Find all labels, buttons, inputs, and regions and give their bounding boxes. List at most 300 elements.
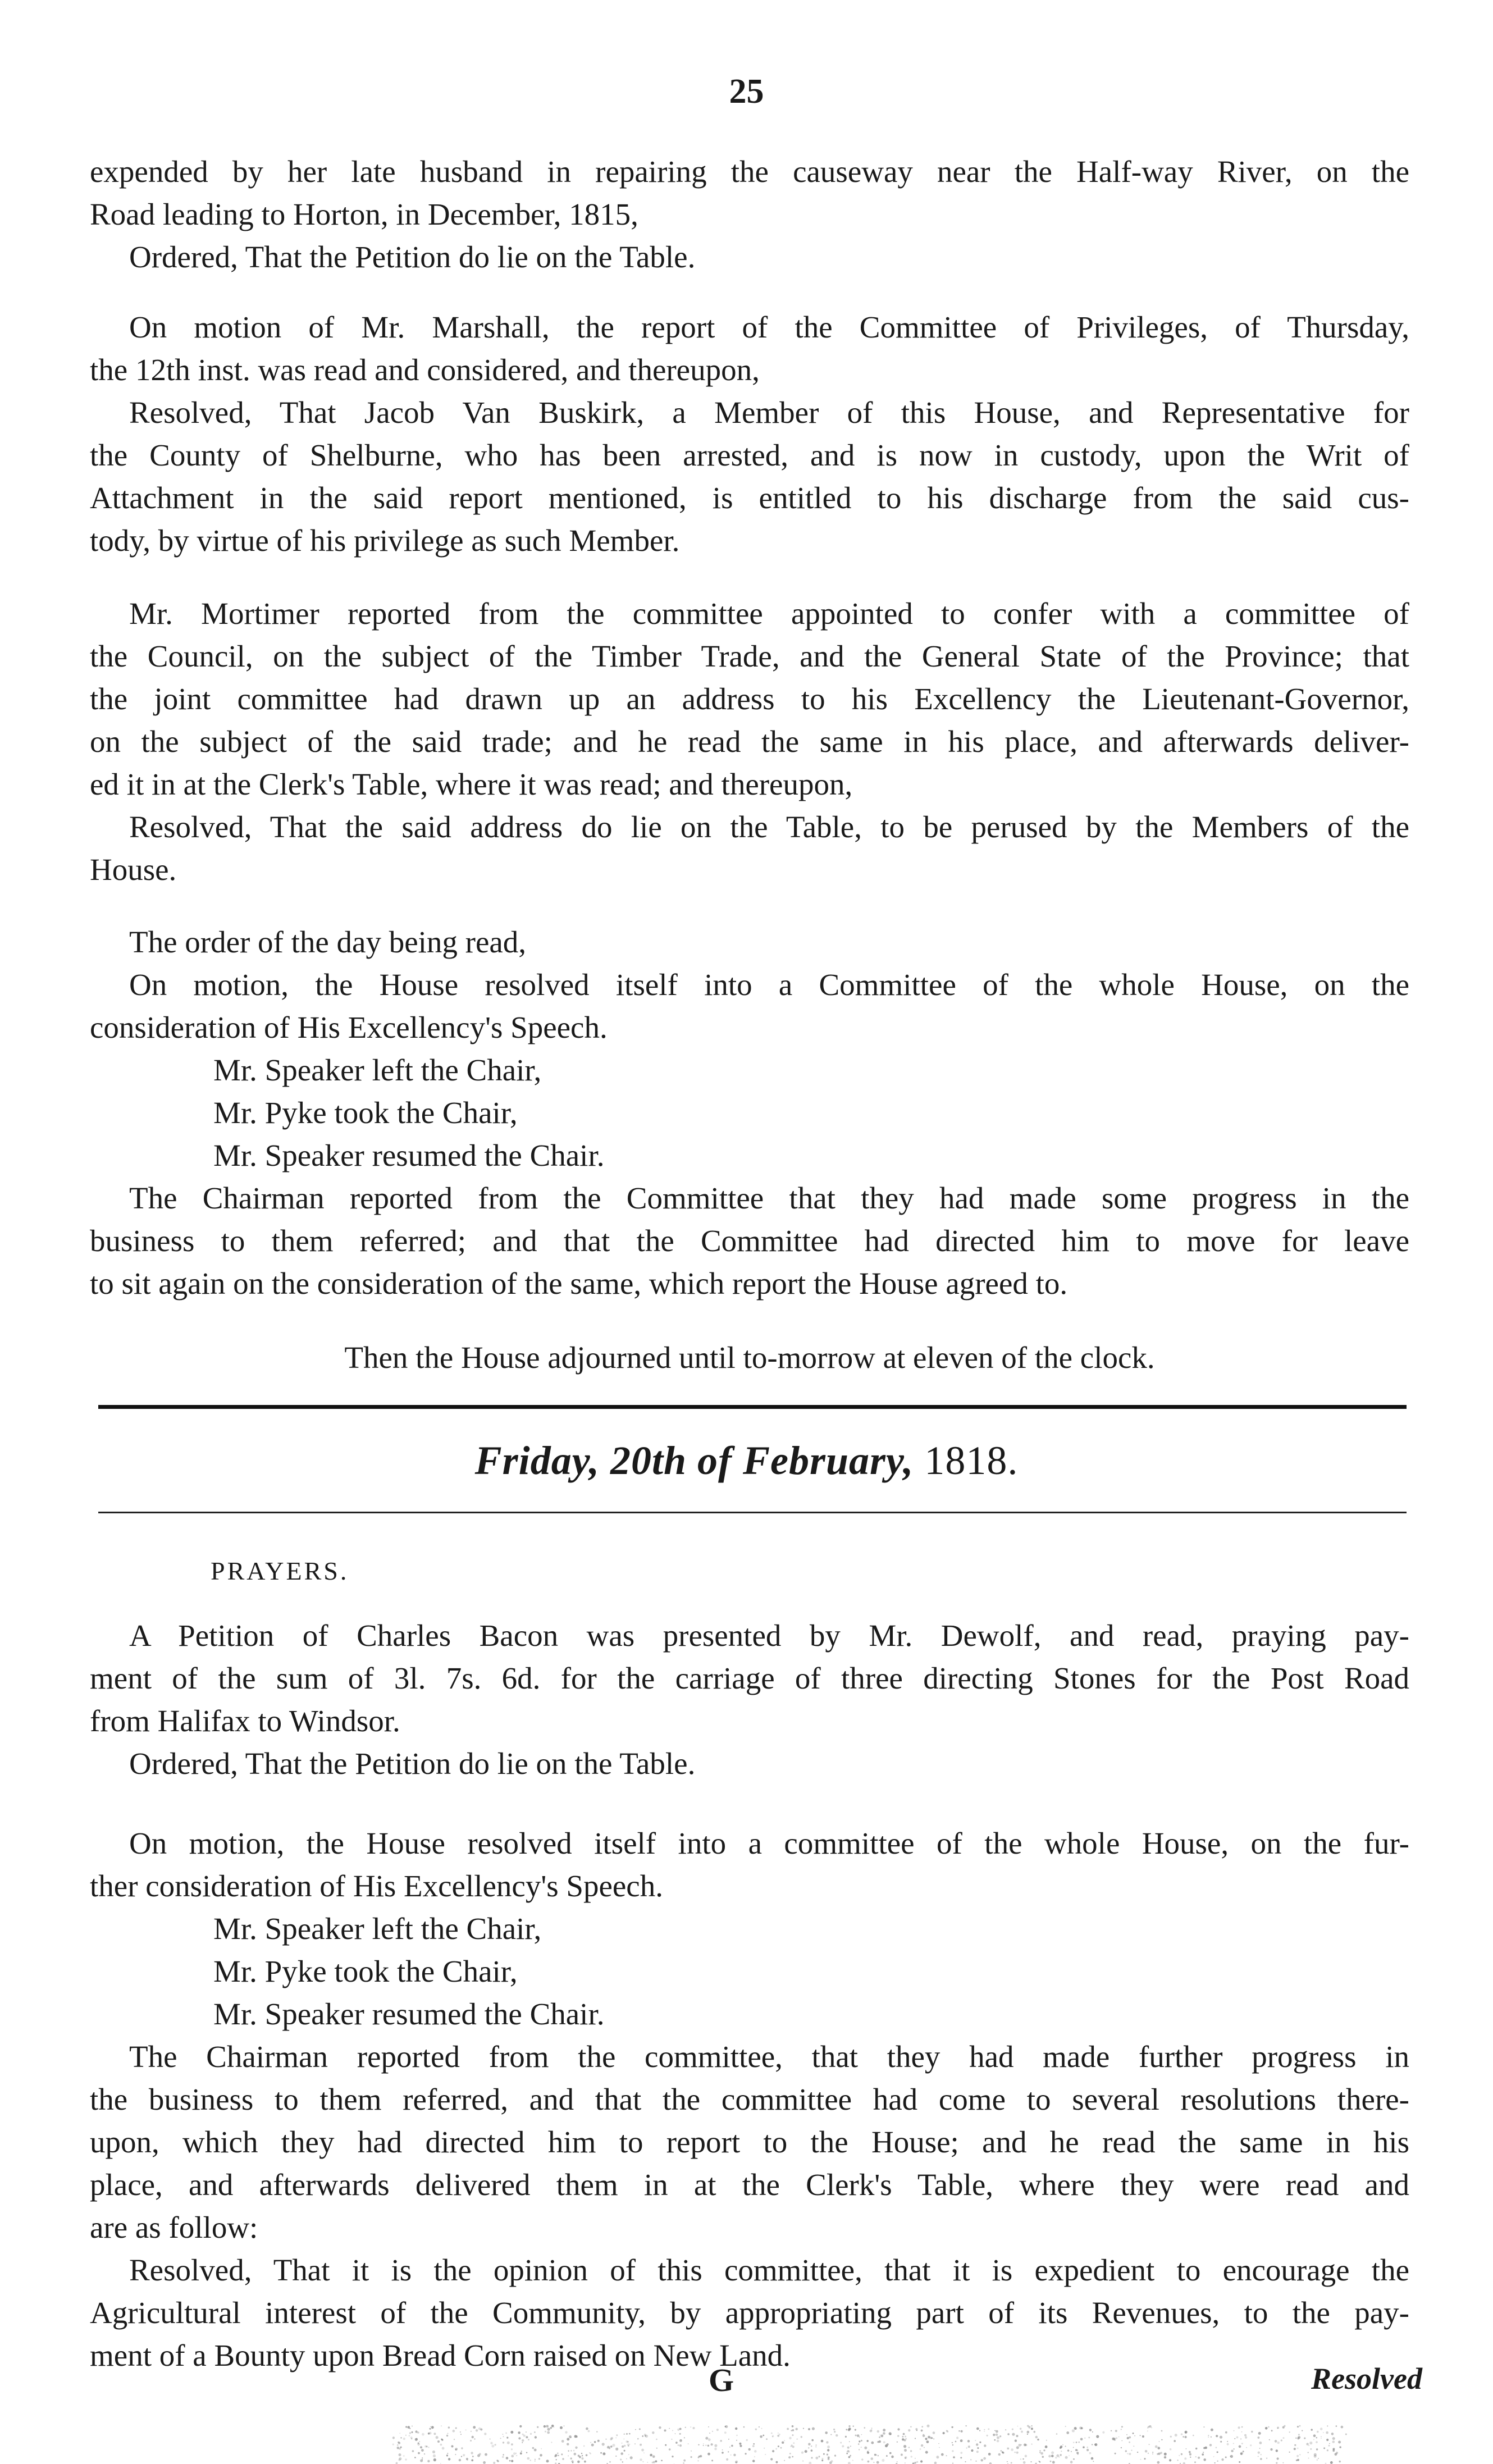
noise-speck [703,2445,704,2446]
text-line: Road leading to Horton, in December, 1815, [90,197,638,231]
noise-speck [815,2457,818,2460]
noise-speck [897,2435,899,2436]
noise-speck [1001,2450,1002,2451]
noise-speck [397,2444,399,2446]
noise-speck [1270,2448,1272,2451]
noise-speck [908,2429,910,2431]
noise-speck [1323,2447,1325,2449]
noise-speck [526,2431,527,2433]
noise-speck [771,2433,773,2434]
noise-speck [707,2445,709,2447]
noise-speck [946,2430,948,2431]
noise-speck [875,2454,877,2456]
noise-speck [850,2455,851,2457]
noise-speck [1289,2452,1290,2453]
noise-speck [996,2430,998,2433]
noise-speck [1336,2425,1337,2427]
noise-speck [908,2447,910,2448]
noise-speck [1083,2446,1085,2448]
noise-speck [1007,2433,1010,2435]
noise-speck [760,2435,763,2438]
noise-speck [1058,2457,1060,2458]
text-line-resolved: Resolved, That the said address do lie on the Table, to be perused by the Members of the [129,810,1409,844]
noise-speck [921,2444,923,2447]
noise-speck [471,2431,472,2432]
noise-speck [739,2445,742,2447]
noise-speck [792,2434,793,2436]
noise-speck [541,2448,542,2449]
noise-speck [1011,2448,1013,2451]
noise-speck [711,2443,713,2445]
noise-speck [993,2434,995,2436]
noise-speck [1268,2426,1270,2428]
noise-speck [809,2462,811,2464]
noise-speck [1308,2445,1309,2446]
noise-speck [889,2432,892,2435]
noise-speck [626,2458,627,2460]
noise-speck [684,2437,685,2438]
noise-speck [1147,2430,1148,2431]
noise-speck [554,2427,555,2428]
noise-speck [1011,2462,1012,2464]
noise-speck [791,2445,793,2447]
noise-speck [526,2452,527,2453]
noise-speck [1073,2447,1074,2448]
noise-speck [1259,2448,1261,2449]
noise-speck [1276,2449,1278,2452]
noise-speck [1317,2431,1319,2433]
noise-speck [848,2456,851,2458]
noise-speck [672,2456,673,2457]
noise-speck [933,2431,935,2434]
text-line: A Petition of Charles Bacon was presented by Mr. Dewolf, and read, praying pay- [129,1618,1409,1653]
noise-speck [923,2434,924,2435]
noise-speck [522,2439,524,2442]
noise-speck [433,2458,436,2461]
noise-speck [1092,2431,1093,2433]
noise-speck [624,2450,625,2452]
noise-speck [1129,2453,1131,2455]
text-line: Attachment in the said report mentioned, is entitled to his discharge from the said cus- [90,481,1409,515]
noise-speck [1152,2452,1153,2453]
noise-speck [739,2443,741,2445]
noise-speck [535,2461,536,2462]
noise-speck [952,2450,953,2452]
noise-speck [1125,2450,1127,2452]
noise-speck [1302,2430,1303,2431]
noise-speck [454,2439,455,2440]
noise-speck [861,2434,862,2435]
noise-speck [577,2461,580,2463]
noise-speck [1030,2461,1031,2462]
noise-speck [1326,2439,1328,2441]
noise-speck [984,2429,985,2430]
noise-speck [1327,2425,1328,2426]
noise-speck [442,2447,445,2450]
noise-speck [1193,2435,1194,2436]
noise-speck [615,2437,617,2438]
noise-speck [1329,2443,1330,2444]
noise-speck [1236,2436,1239,2439]
noise-speck [1296,2460,1298,2461]
noise-speck [1091,2457,1094,2460]
noise-speck [511,2460,513,2462]
noise-speck [1240,2438,1241,2439]
noise-speck [1016,2446,1019,2449]
noise-speck [728,2439,729,2440]
noise-speck [521,2451,522,2452]
text-line-resolved: Resolved, That Jacob Van Buskirk, a Member of this House, and Representative for [129,395,1409,430]
noise-speck [1021,2444,1022,2445]
noise-speck [530,2460,531,2461]
noise-speck [1152,2453,1153,2454]
noise-speck [855,2429,856,2431]
noise-speck [703,2443,704,2444]
noise-speck [847,2451,848,2453]
noise-speck [987,2435,988,2436]
noise-speck [588,2430,590,2433]
noise-speck [403,2438,405,2440]
noise-speck [736,2435,737,2436]
noise-speck [1170,2448,1172,2451]
noise-speck [396,2462,398,2464]
noise-speck [652,2431,655,2434]
noise-speck [1060,2445,1062,2448]
noise-speck [1177,2460,1179,2461]
noise-speck [1093,2461,1094,2462]
noise-speck [556,2459,557,2460]
text-line: the Council, on the subject of the Timber Trade, and the General State of the Province; that [90,639,1409,673]
noise-speck [792,2425,794,2428]
noise-speck [1220,2436,1222,2439]
noise-speck [392,2444,394,2445]
noise-speck [441,2425,442,2426]
noise-speck [915,2438,916,2439]
noise-speck [1056,2454,1059,2457]
noise-speck [485,2453,487,2456]
noise-speck [672,2430,673,2431]
noise-speck [869,2449,870,2451]
noise-speck [708,2438,711,2441]
noise-speck [891,2456,894,2458]
noise-speck [622,2445,624,2448]
noise-speck [550,2427,552,2429]
noise-speck [775,2448,777,2450]
noise-speck [677,2429,679,2431]
noise-speck [1121,2429,1122,2430]
noise-speck [1034,2431,1036,2433]
noise-speck [953,2456,955,2458]
noise-speck [796,2428,798,2430]
noise-speck [905,2438,907,2440]
noise-speck [910,2450,912,2452]
noise-speck [916,2430,917,2431]
noise-speck [579,2456,581,2458]
noise-speck [871,2457,874,2460]
noise-speck [789,2437,792,2440]
noise-speck [714,2448,717,2451]
noise-speck [1269,2439,1270,2440]
noise-speck [999,2435,1001,2437]
noise-speck [1194,2461,1196,2463]
noise-speck [1282,2462,1284,2463]
noise-speck [736,2440,737,2441]
noise-speck [764,2448,765,2449]
noise-speck [659,2426,661,2429]
noise-speck [1251,2431,1253,2433]
noise-speck [1316,2441,1318,2443]
noise-speck [693,2427,695,2429]
noise-speck [1042,2456,1044,2458]
noise-speck [1332,2440,1335,2443]
noise-speck [412,2450,414,2452]
noise-speck [1140,2435,1141,2436]
noise-speck [582,2455,583,2456]
noise-speck [777,2435,779,2437]
noise-speck [1051,2455,1054,2458]
noise-speck [921,2431,922,2432]
noise-speck [473,2426,476,2429]
noise-speck [1134,2435,1135,2436]
noise-speck [724,2431,727,2434]
noise-speck [1240,2452,1243,2455]
noise-speck [417,2431,419,2434]
noise-speck [1086,2447,1088,2448]
noise-speck [490,2442,492,2444]
noise-speck [921,2426,923,2428]
noise-speck [428,2433,430,2435]
noise-speck [1092,2444,1093,2445]
noise-speck [409,2428,410,2429]
noise-speck [1040,2452,1043,2455]
noise-speck [1338,2441,1341,2444]
noise-speck [840,2442,842,2444]
noise-speck [1051,2451,1054,2454]
text-line: ther consideration of His Excellency's Speech. [90,1869,663,1903]
noise-speck [753,2443,755,2445]
noise-speck [850,2445,851,2447]
noise-speck [772,2435,774,2438]
noise-speck [1050,2461,1052,2462]
noise-speck [690,2426,691,2428]
noise-speck [516,2455,517,2456]
noise-speck [960,2452,962,2454]
noise-speck [643,2452,645,2453]
noise-speck [1020,2458,1021,2460]
noise-speck [996,2434,998,2436]
noise-speck [1142,2435,1144,2438]
noise-speck [1316,2448,1318,2450]
noise-speck [664,2429,666,2431]
noise-speck [679,2433,681,2435]
noise-speck [586,2428,588,2430]
noise-speck [857,2434,860,2437]
noise-speck [784,2460,785,2461]
noise-speck [405,2458,407,2460]
noise-speck [967,2440,970,2442]
noise-speck [620,2452,623,2455]
noise-speck [691,2451,692,2452]
noise-speck [1308,2458,1309,2459]
noise-speck [503,2442,504,2443]
noise-speck [827,2445,830,2448]
noise-speck [448,2426,450,2428]
noise-speck [877,2441,879,2443]
noise-speck [867,2451,869,2452]
noise-speck [934,2462,937,2464]
noise-speck [1096,2435,1099,2438]
noise-speck [897,2428,900,2430]
noise-speck [1067,2449,1069,2451]
noise-speck [1095,2444,1097,2446]
noise-speck [650,2454,652,2457]
noise-speck [784,2440,785,2441]
noise-speck [1075,2449,1077,2451]
noise-speck [861,2447,862,2448]
noise-speck [683,2462,684,2464]
noise-speck [765,2454,766,2455]
noise-speck [551,2425,554,2428]
noise-speck [904,2449,907,2452]
noise-speck [968,2445,970,2448]
noise-speck [1140,2459,1142,2460]
noise-speck [1308,2452,1309,2453]
noise-speck [509,2460,511,2462]
noise-speck [1217,2461,1218,2462]
noise-speck [880,2435,881,2436]
noise-speck [581,2453,582,2454]
noise-speck [976,2451,979,2453]
noise-speck [770,2458,773,2460]
noise-speck [1025,2455,1027,2457]
noise-speck [1037,2439,1039,2441]
paragraph-petition-bacon [90,1614,1409,1785]
noise-speck [1296,2455,1299,2457]
noise-speck [1211,2436,1212,2438]
noise-speck [685,2427,686,2428]
noise-speck [574,2453,577,2456]
noise-speck [1209,2444,1212,2446]
noise-speck [622,2461,623,2462]
noise-speck [1233,2443,1234,2444]
noise-speck [627,2443,629,2445]
noise-speck [432,2451,435,2453]
noise-speck [868,2461,870,2463]
noise-speck [883,2432,885,2435]
noise-speck [392,2436,395,2439]
noise-speck [997,2440,999,2443]
noise-speck [460,2434,462,2435]
noise-speck [1299,2425,1301,2427]
noise-speck [816,2447,817,2448]
noise-speck [1169,2459,1171,2461]
noise-speck [1216,2447,1217,2448]
noise-speck [409,2435,410,2436]
noise-speck [506,2437,508,2439]
noise-speck [1258,2456,1259,2457]
noise-speck [626,2440,628,2443]
noise-speck [572,2460,574,2462]
noise-speck [493,2462,495,2464]
noise-speck [561,2453,563,2455]
noise-speck [573,2450,575,2452]
noise-speck [1304,2438,1305,2439]
noise-speck [652,2456,655,2458]
noise-speck [1215,2462,1216,2463]
noise-speck [581,2457,583,2460]
noise-speck [400,2447,402,2448]
noise-speck [819,2456,820,2457]
noise-speck [998,2453,1001,2456]
noise-speck [1017,2426,1019,2427]
noise-speck [422,2457,423,2458]
noise-speck [568,2451,569,2452]
noise-speck [1277,2442,1280,2444]
noise-speck [958,2430,960,2432]
noise-speck [977,2447,979,2449]
noise-speck [430,2426,431,2428]
noise-speck [1039,2451,1040,2452]
noise-speck [831,2460,833,2462]
noise-speck [1072,2429,1075,2432]
text-line: On motion of Mr. Marshall, the report of the Committee of Privileges, of Thursday, [129,310,1409,344]
noise-speck [1073,2442,1075,2443]
noise-speck [1035,2436,1038,2438]
noise-speck [925,2451,928,2454]
noise-speck [615,2448,618,2451]
noise-speck [570,2458,572,2460]
noise-speck [776,2461,778,2463]
noise-speck [941,2453,944,2456]
noise-speck [1149,2425,1151,2428]
noise-speck [1190,2457,1191,2458]
noise-speck [623,2439,624,2440]
noise-speck [420,2446,422,2448]
noise-speck [725,2425,728,2428]
noise-speck [1195,2448,1197,2449]
noise-speck [754,2456,755,2457]
noise-speck [791,2430,792,2431]
noise-speck [1208,2436,1209,2438]
noise-speck [645,2435,646,2437]
noise-speck [1238,2426,1240,2429]
noise-speck [847,2447,850,2449]
noise-speck [688,2443,689,2444]
noise-speck [1121,2426,1123,2428]
noise-speck [522,2442,523,2443]
noise-speck [545,2431,546,2433]
noise-speck [1202,2453,1204,2456]
noise-speck [408,2426,410,2429]
noise-speck [708,2426,709,2428]
noise-speck [1331,2433,1334,2435]
noise-speck [1283,2437,1285,2439]
noise-speck [564,2425,565,2426]
noise-speck [1321,2436,1322,2437]
noise-speck [808,2447,809,2448]
noise-speck [1217,2451,1218,2453]
noise-speck [971,2449,973,2452]
text-line: from Halifax to Windsor. [90,1704,400,1738]
noise-speck [994,2430,996,2431]
noise-speck [1275,2440,1277,2443]
noise-speck [828,2456,830,2458]
noise-speck [1052,2461,1055,2464]
noise-speck [966,2447,967,2448]
noise-speck [491,2445,494,2448]
noise-speck [988,2453,991,2456]
noise-speck [1027,2434,1028,2435]
